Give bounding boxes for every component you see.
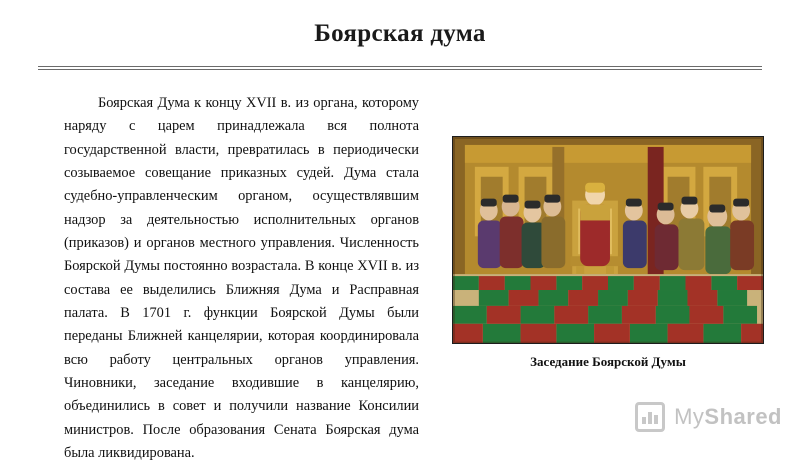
logo-bar-3 [654, 415, 658, 424]
figure-caption: Заседание Боярской Думы [530, 354, 686, 369]
watermark-text-light: My [674, 404, 705, 429]
myshared-chart-logo [635, 402, 665, 432]
watermark-text [674, 404, 782, 430]
watermark-text-bold: Shared [704, 404, 782, 429]
painting-frame [452, 136, 764, 344]
body-paragraph: Боярская Дума к концу XVII в. из органа, которому наряду с царем принадлежала вся полнота государственной власти, превратилась в периодически созываемое совещание приказных судей. Дума стала судебно-управленческим органом, осуществлявшим надзор за деятельностью исполнительных органов (приказов) и органов местного управления. Численность Боярской Думы постоянно возрастала. В конце XVII в. из состава ее выделились Ближняя Дума и Расправная палата. В 1701 г. функции Боярской Думы были переданы Ближней канцелярии, которая координировала всю работу центральных органов управления. Чиновники, заседание входившие в канцелярию, объединились в совет и получили название Консилии министров. После образования Сената Боярская дума была ликвидирована. [64, 95, 419, 461]
logo-bar-2 [648, 412, 652, 424]
painting-boyar-duma-session [453, 137, 763, 344]
watermark [635, 402, 782, 432]
figure [452, 136, 764, 370]
page-title: Боярская дума [314, 20, 486, 47]
logo-bar-1 [642, 417, 646, 424]
title-divider [38, 66, 762, 70]
